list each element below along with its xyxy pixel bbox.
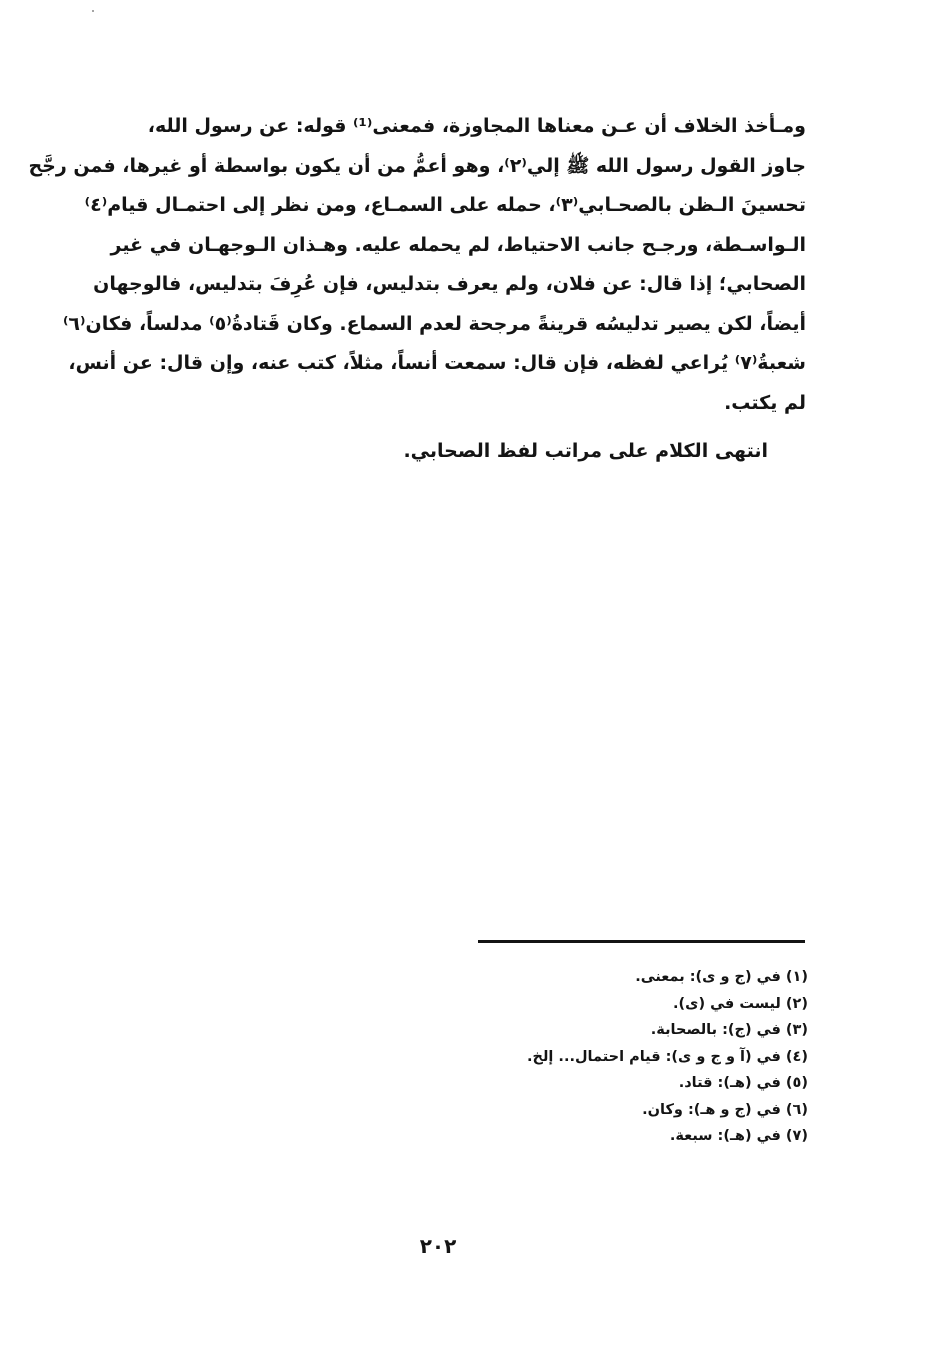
footnote-divider — [478, 940, 805, 943]
text-line: شعبةُ⁽٧⁾ يُراعي لفظه، فإن قال: سمعت أنساً، مثلاً، كتب عنه، وإن قال: عن أنس، — [68, 352, 806, 374]
closing-sentence: انتهى الكلام على مراتب لفظ الصحابي. — [403, 440, 768, 462]
main-text-block — [28, 107, 806, 423]
footnote-item: (٦) في (ج و هـ): وكان. — [642, 1101, 808, 1118]
text-line: الـواسـطة، ورجـح جانب الاحتياط، لم يحمله عليه. وهـذان الـوجهـان في غير — [110, 233, 806, 256]
text-line: ومـأخذ الخلاف أن عـن معناها المجاوزة، فمعنى⁽¹⁾ قوله: عن رسول الله، — [147, 115, 806, 137]
text-line: أيضاً، لكن يصير تدليسُه قرينةً مرجحة لعدم السماع. وكان قَتادةُ⁽٥⁾ مدلساً، فكان⁽٦⁾ — [62, 312, 806, 335]
footnote-item: (٣) في (ج): بالصحابة. — [650, 1022, 808, 1038]
footnotes-list — [440, 964, 808, 1150]
footnote-item: (٤) في (آ و ج و ى): قيام احتمال... إلخ. — [527, 1048, 808, 1065]
page-number: ٢٠٢ — [419, 1234, 457, 1258]
footnote-item: (١) في (ج و ى): بمعنى. — [635, 969, 808, 985]
footnote-item: (٥) في (هـ): قتاد. — [678, 1075, 808, 1091]
footnote-item: (٧) في (هـ): سبعة. — [669, 1128, 808, 1144]
text-line: الصحابي؛ إذا قال: عن فلان، ولم يعرف بتدليس، فإن عُرِفَ بتدليس، فالوجهان — [93, 273, 806, 295]
text-line: تحسينَ الـظن بالصحـابي⁽٣⁾، حمله على السمـاع، ومن نظر إلى احتمـال قيام⁽٤⁾ — [84, 194, 806, 216]
text-line: لم يكتب. — [724, 391, 806, 414]
text-line: جاوز القول رسول الله ﷺ إلي⁽٢⁾، وهو أعمُّ من أن يكون بواسطة أو غيرها، فمن رجَّح — [28, 154, 806, 177]
footnote-item: (٢) ليست في (ى). — [673, 995, 808, 1012]
scan-speck — [92, 10, 94, 12]
